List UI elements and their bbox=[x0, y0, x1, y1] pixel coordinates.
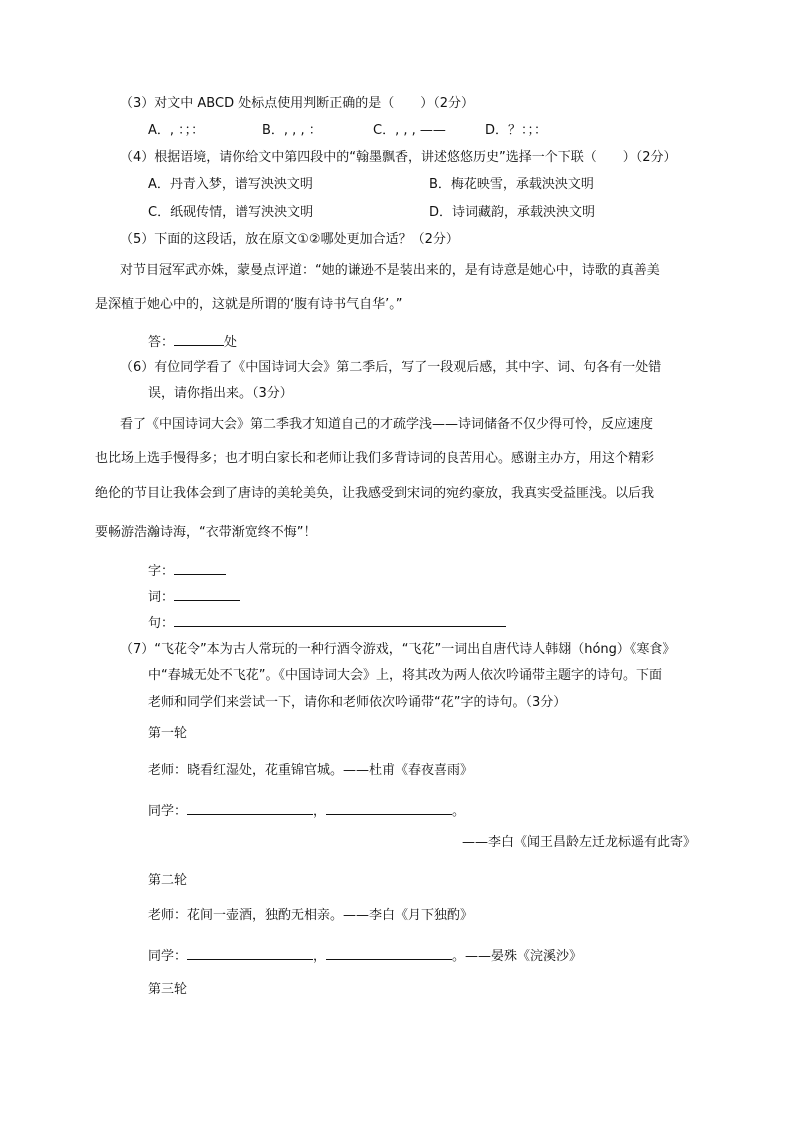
q6-ci-blank[interactable] bbox=[174, 586, 240, 601]
q7-r2-source: ——晏殊《浣溪沙》 bbox=[465, 949, 583, 964]
q7-r2-comma: ， bbox=[313, 949, 327, 964]
q6-zi-blank[interactable] bbox=[174, 560, 226, 575]
q7-r2-blank-2[interactable] bbox=[326, 945, 452, 960]
q6-zi-label: 字： bbox=[148, 564, 175, 579]
q5-paragraph-line-1: 对节目冠军武亦姝，蒙曼点评道：“她的谦逊不是装出来的，是有诗意是她心中，诗歌的真善美 bbox=[120, 263, 660, 278]
q6-paragraph-line-3: 绝伦的节目让我体会到了唐诗的美轮美奂，让我感受到宋词的宛约豪放，我真实受益匪浅。以后我 bbox=[95, 486, 655, 501]
q6-paragraph-line-1: 看了《中国诗词大会》第二季我才知道自己的才疏学浅——诗词储备不仅少得可怜，反应速度 bbox=[120, 417, 654, 432]
q7-r1-comma: ， bbox=[313, 804, 327, 819]
q4-option-d: D．诗词藏韵，承载泱泱文明 bbox=[429, 205, 596, 220]
q7-r2-student-label: 同学： bbox=[148, 949, 188, 964]
q5-answer-suffix: 处 bbox=[224, 335, 238, 350]
q4-option-c: C．纸砚传情，谱写泱泱文明 bbox=[148, 205, 314, 220]
q7-round-1-teacher: 老师：晓看红湿处，花重锦官城。——杜甫《春夜喜雨》 bbox=[148, 763, 474, 778]
q7-round-2-teacher: 老师：花间一壶酒，独酌无相亲。——李白《月下独酌》 bbox=[148, 908, 474, 923]
q4-option-a: A．丹青入梦，谱写泱泱文明 bbox=[148, 177, 313, 192]
q7-round-2: 第二轮 bbox=[148, 873, 188, 888]
q7-round-2-student bbox=[148, 945, 582, 966]
q7-r1-blank-2[interactable] bbox=[326, 800, 452, 815]
q6-ci-row bbox=[148, 586, 240, 607]
q3-option-a: A．, ：；： bbox=[148, 123, 205, 138]
q3-option-b: B．, , , ： bbox=[262, 123, 322, 138]
q3-option-c: C．, , , —— bbox=[373, 123, 446, 138]
q3-option-d: D．？：；： bbox=[485, 123, 548, 138]
q6-ju-row bbox=[148, 612, 506, 633]
q6-ju-blank[interactable] bbox=[174, 612, 506, 627]
q7-r2-blank-1[interactable] bbox=[187, 945, 313, 960]
q7-r1-student-label: 同学： bbox=[148, 804, 188, 819]
q7-round-3: 第三轮 bbox=[148, 982, 188, 997]
q7-round-1: 第一轮 bbox=[148, 726, 188, 741]
q5-stem: （5）下面的这段话，放在原文①②哪处更加合适？（2分） bbox=[120, 232, 459, 247]
q3-stem: （3）对文中 ABCD 处标点使用判断正确的是（ ）（2分） bbox=[120, 96, 474, 111]
q7-r1-blank-1[interactable] bbox=[187, 800, 313, 815]
q5-answer-blank[interactable] bbox=[174, 331, 224, 346]
q6-zi-row bbox=[148, 560, 226, 581]
q7-stem-line-3: 老师和同学们来尝试一下，请你和老师依次吟诵带“花”字的诗句。（3分） bbox=[148, 695, 567, 710]
q7-round-1-source: ——李白《闻王昌龄左迁龙标遥有此寄》 bbox=[461, 835, 696, 850]
q4-stem: （4）根据语境，请你给文中第四段中的“翰墨飘香，讲述悠悠历史”选择一个下联（ ）（2分） bbox=[120, 150, 677, 165]
q7-round-1-student bbox=[148, 800, 465, 821]
q6-ci-label: 词： bbox=[148, 590, 175, 605]
q6-paragraph-line-4: 要畅游浩瀚诗海，“衣带渐宽终不悔”！ bbox=[95, 525, 317, 540]
q4-option-b: B．梅花映雪，承载泱泱文明 bbox=[429, 177, 594, 192]
q5-answer bbox=[148, 331, 237, 352]
q7-stem-line-2: 中“春城无处不飞花”。《中国诗词大会》上，将其改为两人依次吟诵带主题字的诗句。下面 bbox=[148, 668, 662, 683]
q6-paragraph-line-2: 也比场上选手慢得多；也才明白家长和老师让我们多背诗词的良苦用心。感谢主办方，用这个精彩 bbox=[95, 451, 655, 466]
q6-stem-line-2: 误，请你指出来。（3分） bbox=[148, 386, 293, 401]
q7-stem-line-1: （7）“飞花令”本为古人常玩的一种行酒令游戏，“飞花”一词出自唐代诗人韩翃（hóng）《寒食》 bbox=[120, 642, 676, 657]
q5-answer-label: 答： bbox=[148, 335, 175, 350]
q7-r1-period: 。 bbox=[452, 804, 466, 819]
q7-r2-period: 。 bbox=[452, 949, 466, 964]
q5-paragraph-line-2: 是深植于她心中的，这就是所谓的‘腹有诗书气自华’。” bbox=[95, 297, 403, 312]
q6-stem-line-1: （6）有位同学看了《中国诗词大会》第二季后，写了一段观后感，其中字、词、句各有一处错 bbox=[120, 360, 662, 375]
q6-ju-label: 句： bbox=[148, 616, 175, 631]
